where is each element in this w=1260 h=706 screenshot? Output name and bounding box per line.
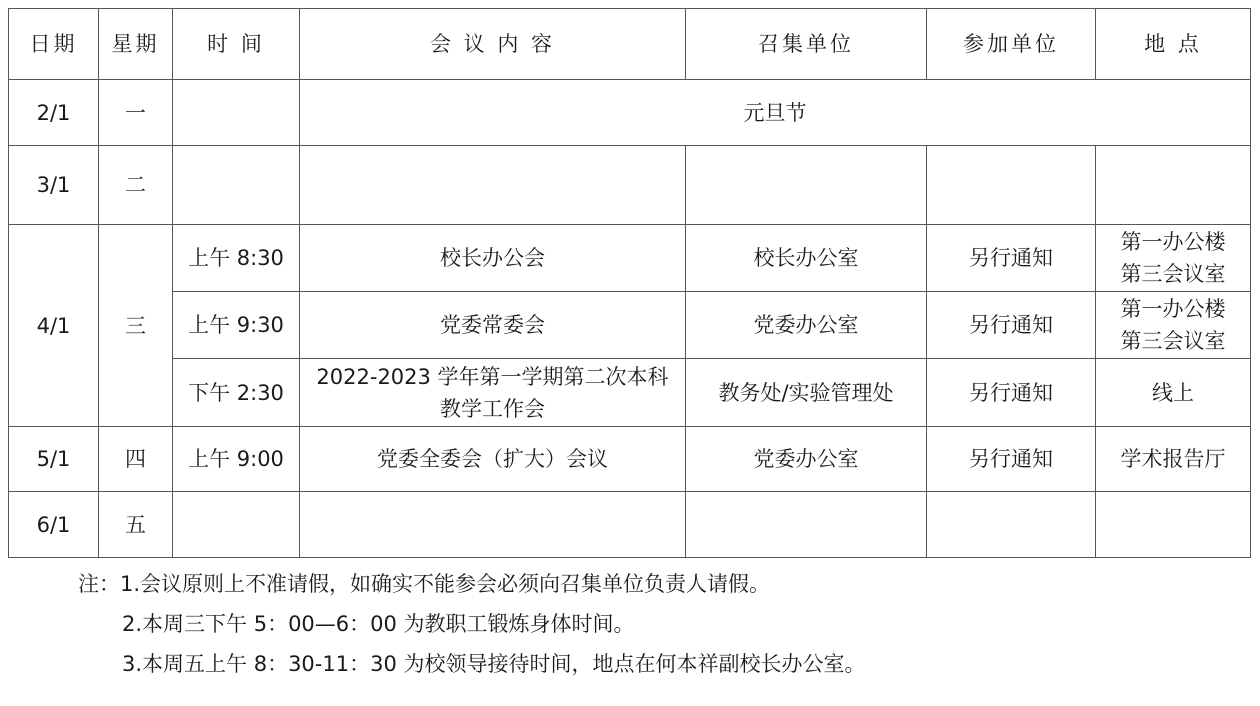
weekday-cell: 三: [99, 225, 173, 427]
header-convener: 召集单位: [686, 9, 927, 80]
table-row: [9, 225, 1251, 292]
table-row: [9, 80, 1251, 146]
participants-cell: 另行通知: [927, 427, 1096, 492]
content-cell: 校长办公会: [300, 225, 686, 292]
location-line: 第三会议室: [1120, 262, 1226, 286]
table-row: [9, 146, 1251, 225]
participants-cell: 另行通知: [927, 292, 1096, 359]
note-line: 2.本周三下午 5：00—6：00 为教职工锻炼身体时间。: [122, 612, 635, 636]
content-cell: [300, 359, 686, 427]
content-line: 教学工作会: [440, 396, 545, 421]
note-line: 3.本周五上午 8：30-11：30 为校领导接待时间，地点在何本祥副校长办公室。: [122, 652, 866, 676]
location-cell: [1096, 492, 1251, 558]
convener-cell: 党委办公室: [686, 292, 927, 359]
location-line: 第三会议室: [1120, 329, 1226, 353]
header-location: 地 点: [1096, 9, 1251, 80]
time-cell: 上午 9:30: [173, 292, 300, 359]
weekday-cell: 一: [99, 80, 173, 146]
header-weekday: 星期: [99, 9, 173, 80]
content-line: 2022-2023 学年第一学期第二次本科: [316, 364, 669, 389]
header-participants: 参加单位: [927, 9, 1096, 80]
holiday-cell: 元旦节: [300, 80, 1251, 146]
table-row: [9, 427, 1251, 492]
date-cell: 4/1: [9, 225, 99, 427]
weekday-cell: 五: [99, 492, 173, 558]
time-cell: 下午 2:30: [173, 359, 300, 427]
weekday-cell: 四: [99, 427, 173, 492]
weekday-cell: 二: [99, 146, 173, 225]
notes-section: [78, 567, 866, 687]
location-cell: [1096, 225, 1251, 292]
table-row: [9, 492, 1251, 558]
participants-cell: [927, 146, 1096, 225]
header-date: 日期: [9, 9, 99, 80]
convener-cell: 党委办公室: [686, 427, 927, 492]
convener-cell: [686, 492, 927, 558]
meeting-schedule-table: [8, 8, 1251, 558]
content-cell: [300, 146, 686, 225]
convener-cell: 教务处/实验管理处: [686, 359, 927, 427]
time-cell: 上午 8:30: [173, 225, 300, 292]
content-cell: 党委常委会: [300, 292, 686, 359]
content-cell: [300, 492, 686, 558]
time-cell: 上午 9:00: [173, 427, 300, 492]
table-row: [9, 359, 1251, 427]
time-cell: [173, 492, 300, 558]
location-cell: 线上: [1096, 359, 1251, 427]
header-content: 会 议 内 容: [300, 9, 686, 80]
location-line: 第一办公楼: [1120, 297, 1226, 321]
date-cell: 5/1: [9, 427, 99, 492]
time-cell: [173, 80, 300, 146]
location-cell: [1096, 146, 1251, 225]
convener-cell: 校长办公室: [686, 225, 927, 292]
header-row: [9, 9, 1251, 80]
location-line: 第一办公楼: [1120, 230, 1226, 254]
table-row: [9, 292, 1251, 359]
date-cell: 6/1: [9, 492, 99, 558]
participants-cell: 另行通知: [927, 359, 1096, 427]
participants-cell: [927, 492, 1096, 558]
note-line: 注：1.会议原则上不准请假，如确实不能参会必须向召集单位负责人请假。: [78, 572, 771, 596]
date-cell: 2/1: [9, 80, 99, 146]
header-time: 时 间: [173, 9, 300, 80]
content-cell: 党委全委会（扩大）会议: [300, 427, 686, 492]
convener-cell: [686, 146, 927, 225]
participants-cell: 另行通知: [927, 225, 1096, 292]
date-cell: 3/1: [9, 146, 99, 225]
location-cell: [1096, 292, 1251, 359]
location-cell: 学术报告厅: [1096, 427, 1251, 492]
time-cell: [173, 146, 300, 225]
